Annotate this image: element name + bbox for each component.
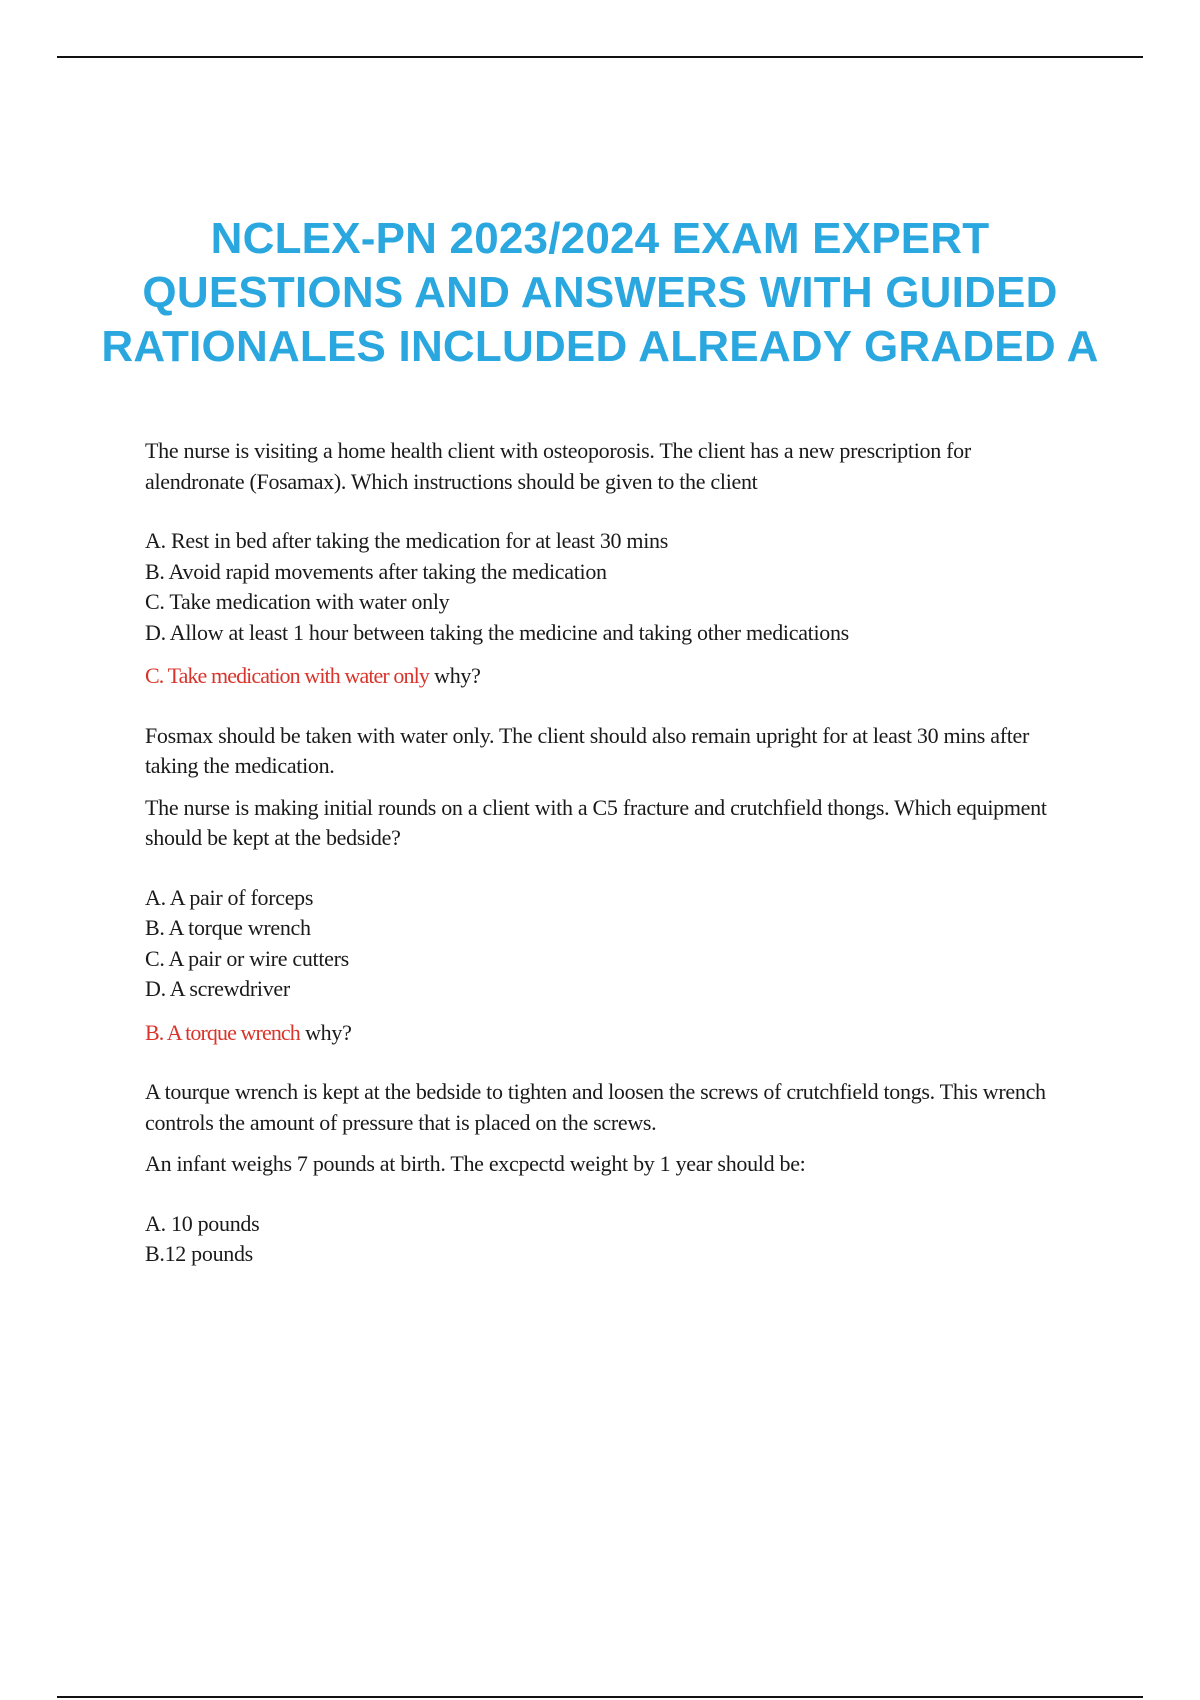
question-3-text: An infant weighs 7 pounds at birth. The excpectd weight by 1 year should be: xyxy=(145,1151,806,1176)
document-title xyxy=(60,212,1140,374)
title-line-3: RATIONALES INCLUDED ALREADY GRADED A xyxy=(101,322,1099,371)
question-2-answer xyxy=(145,1018,1075,1049)
question-2-option-c: C. A pair or wire cutters xyxy=(145,945,349,971)
question-3-options xyxy=(145,1209,1075,1270)
question-1-option-b: B. Avoid rapid movements after taking the medication xyxy=(145,558,607,584)
question-1-option-d: D. Allow at least 1 hour between taking the medicine and taking other medications xyxy=(145,619,849,645)
question-2-rationale: A tourque wrench is kept at the bedside to tighten and loosen the screws of crutchfield tongs. This wrench controls the amount of pressure that is placed on the screws. xyxy=(145,1079,1046,1135)
question-1-answer-suffix: why? xyxy=(428,663,481,688)
question-3-option-a: A. 10 pounds xyxy=(145,1210,260,1236)
question-3-option-b: B.12 pounds xyxy=(145,1241,253,1266)
question-2-answer-suffix: why? xyxy=(299,1019,352,1045)
question-2-option-a: A. A pair of forceps xyxy=(145,884,314,910)
title-line-1: NCLEX-PN 2023/2024 EXAM EXPERT xyxy=(210,214,990,263)
question-2-answer-text: B. A torque wrench xyxy=(145,1019,300,1045)
question-1-text: The nurse is visiting a home health client with osteoporosis. The client has a new prescription for alendronate (Fosamax). Which instructions should be given to the client xyxy=(145,438,971,494)
question-1-answer xyxy=(145,661,1075,692)
question-1-rationale: Fosmax should be taken with water only. The client should also remain upright for at least 30 mins after taking the medication. xyxy=(145,722,1030,778)
document-body xyxy=(145,436,1075,1283)
question-1-options xyxy=(145,526,1075,648)
question-2-option-d: D. A screwdriver xyxy=(145,976,290,1001)
question-2-option-b: B. A torque wrench xyxy=(145,915,311,940)
title-line-2: QUESTIONS AND ANSWERS WITH GUIDED xyxy=(142,268,1058,317)
question-1-option-c: C. Take medication with water only xyxy=(145,589,450,614)
question-2-options xyxy=(145,883,1075,1005)
bottom-rule xyxy=(57,1696,1143,1698)
question-2-text: The nurse is making initial rounds on a client with a C5 fracture and crutchfield thongs. Which equipment should be kept at the bedside? xyxy=(145,794,1047,850)
question-1-answer-text: C. Take medication with water only xyxy=(145,663,429,688)
top-rule xyxy=(57,56,1143,58)
question-1-option-a: A. Rest in bed after taking the medication for at least 30 mins xyxy=(145,528,669,553)
